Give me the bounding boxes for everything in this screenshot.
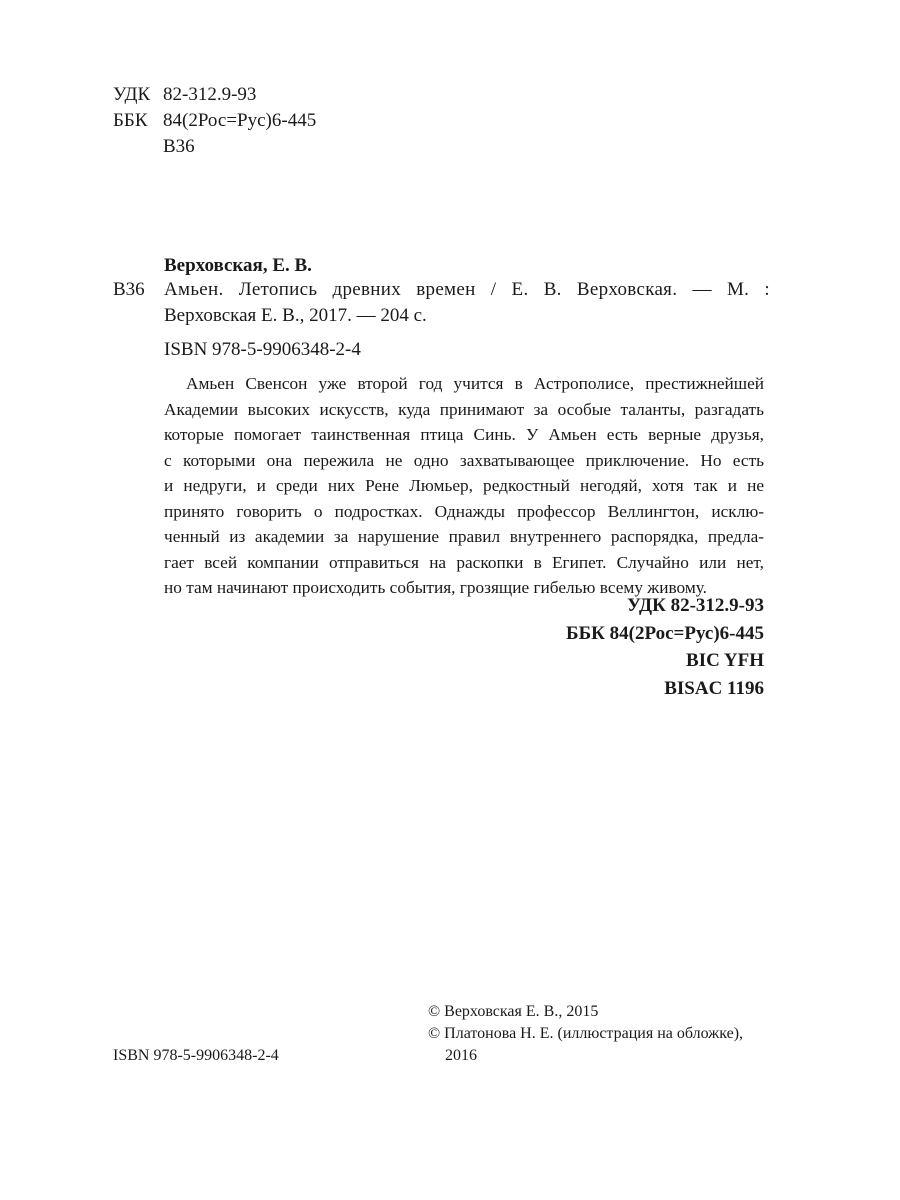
annotation-line: с которыми она пережила не одно захватывающее приключение. Но есть <box>164 450 764 470</box>
catalog-isbn: ISBN 978-5-9906348-2-4 <box>164 339 361 360</box>
copyright-author: © Верховская Е. В., 2015 <box>428 1003 599 1020</box>
bottom-isbn: ISBN 978-5-9906348-2-4 <box>113 1047 279 1064</box>
udk-value: 82-312.9-93 <box>163 84 257 105</box>
annotation-line: Академии высоких искусств, куда принимают за особые таланты, разгадать <box>164 399 764 419</box>
catalog-title-block <box>164 277 770 329</box>
copyright-block <box>428 1001 743 1067</box>
annotation-line: гает всей компании отправиться на раскопки в Египет. Случайно или нет, <box>164 552 764 572</box>
annotation-line: и недруги, и среди них Рене Люмьер, редкостный негодяй, хотя так и не <box>164 476 764 495</box>
bbk-row <box>113 108 316 134</box>
catalog-side-mark: В36 <box>113 279 145 300</box>
annotation-line: принято говорить о подростках. Однажды профессор Веллингтон, исклю- <box>164 501 764 521</box>
author-mark-row <box>113 134 316 160</box>
annotation-line: Амьен Свенсон уже второй год учится в Астрополисе, престижнейшей <box>186 374 764 393</box>
copyright-illustration: © Платонова Н. Е. (иллюстрация на обложке), <box>428 1025 744 1042</box>
right-classification-codes <box>566 592 764 702</box>
bbk-value: 84(2Рос=Рус)6-445 <box>163 110 317 131</box>
annotation-line: но там начинают происходить события, грозящие гибелью всему живому. <box>164 578 707 597</box>
copyright-illustration-year: 2016 <box>445 1047 477 1064</box>
right-bbk: ББК 84(2Рос=Рус)6-445 <box>566 622 764 644</box>
annotation-line: которые помогает таинственная птица Синь. У Амьен есть верные друзья, <box>164 425 764 444</box>
top-classification-codes <box>113 82 316 160</box>
right-bisac: BISAC 1196 <box>664 677 764 699</box>
right-udk: УДК 82-312.9-93 <box>626 595 764 616</box>
annotation-line: ченный из академии за нарушение правил внутреннего распорядка, предла- <box>164 527 764 546</box>
author-mark: В36 <box>163 136 195 157</box>
catalog-author: Верховская, Е. В. <box>164 255 312 276</box>
catalog-title-line-1: Амьен. Летопись древних времен / Е. В. Верховская. — М. : <box>164 279 770 300</box>
bbk-label: ББК <box>113 110 148 131</box>
catalog-title-line-2: Верховская Е. В., 2017. — 204 с. <box>164 305 427 326</box>
annotation-paragraph <box>164 371 764 601</box>
right-bic: BIC YFH <box>686 650 764 671</box>
udk-row <box>113 82 316 108</box>
udk-label: УДК <box>113 84 151 105</box>
